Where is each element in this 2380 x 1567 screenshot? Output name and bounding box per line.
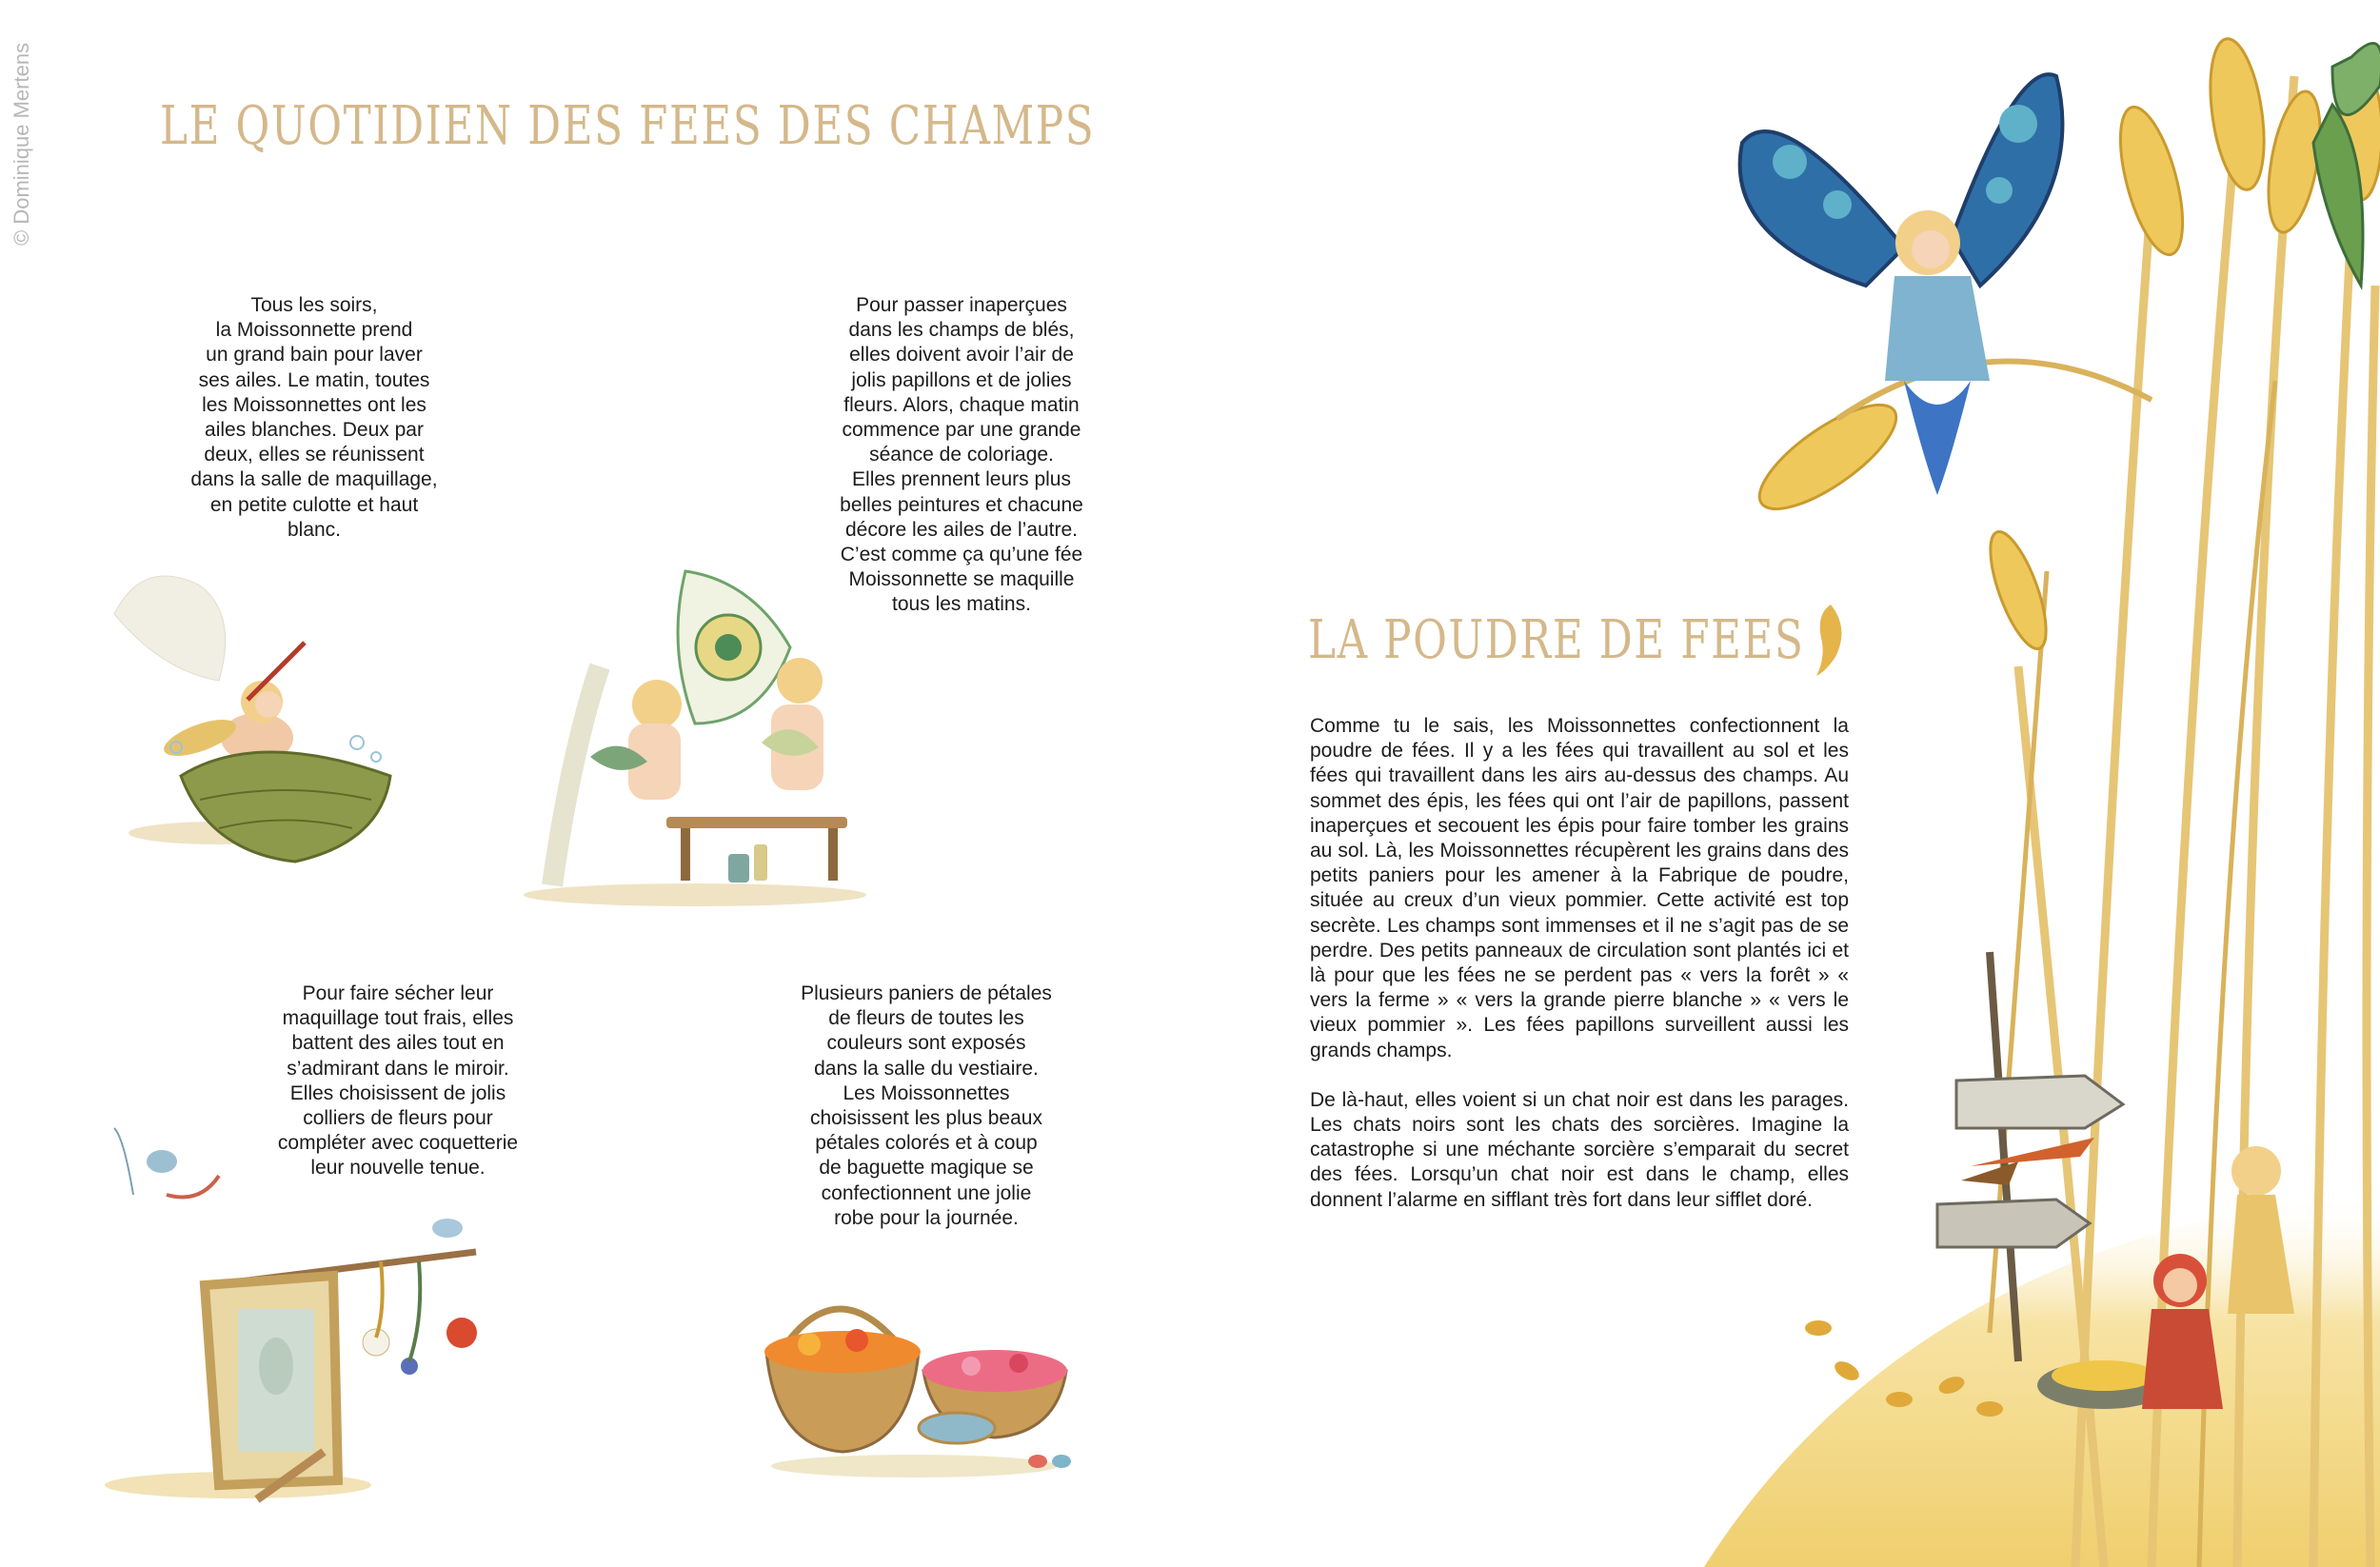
paragraph-petals: Plusieurs paniers de pétales de fleurs de toutes les couleurs sont exposés dans la salle du vestiaire. Les Moissonnettes choisissent les plus beaux pétales colorés et à coup de baguette magique se confectionnent une jolie robe pour la journée.	[801, 982, 1052, 1229]
poudre-paragraph-1: Comme tu le sais, les Moissonnettes confectionnent la poudre de fées. Il y a les fées qui travaillent au sol et les fées qui travaillent dans les airs au-dessus des champs. Au sommet des épis, les fées qui ont l’air de papillons, passent inaperçues et secouent les épis pour faire tomber les grains au sol. Là, les Moissonnettes récupèrent les grains dans des petits paniers pour les amener à la Fabrique de poudre, située au creux d’un vieux pommier. Cette activité est top secrète. Les champs sont immenses et il ne s’agit pas de se perdre. Des petits panneaux de circulation sont plantés ici et là pour que les fées ne se perdent pas « vers la forêt » « vers la ferme » « vers la grande pierre blanche » « vers le vieux pommier ». Les fées papillons surveillent aussi les grands champs.	[1310, 715, 1849, 1061]
paragraph-coloring: Pour passer inaperçues dans les champs de blés, elles doivent avoir l’air de jolis papillons et de jolies fleurs. Alors, chaque matin commence par une grande séance de coloriage. Elles prennent leurs plus belles peintures et chacune décore les ailes de l’autre. C’est comme ça qu’une fée Moissonnette se maquille tous les matins.	[840, 294, 1083, 616]
page-title-left: LE QUOTIDIEN DES FEES DES CHAMPS	[160, 95, 1096, 157]
paragraph-mirror: Pour faire sécher leur maquillage tout frais, elles battent des ailes tout en s’admirant dans le miroir. Elles choisissent de jolis colliers de fleurs pour compléter avec coquetterie leur nouvelle tenue.	[277, 982, 519, 1180]
petal-baskets-illustration	[752, 1276, 1095, 1495]
mirror-illustration	[95, 1119, 495, 1509]
page-title-right: LA POUDRE DE FEES	[1308, 609, 1805, 671]
paragraph-bath: Tous les soirs, la Moissonnette prend un grand bain pour laver ses ailes. Le matin, toutes les Moissonnettes ont les ailes blanches. Deux par deux, elles se réunissent dans la salle de maquillage, en petite culotte et haut blanc.	[190, 294, 438, 541]
poudre-paragraph-2: De là-haut, elles voient si un chat noir est dans les parages. Les chats noirs sont les chats des sorcières. Imagine la catastrophe si une méchante sorcière s’emparait du secret des fées. Lorsqu’un chat noir est dans le champ, elles donnent l’alarme en sifflant très fort dans leur sifflet doré.	[1310, 1088, 1849, 1211]
wheat-field-illustration	[1704, 0, 2380, 1567]
painting-fairies-illustration	[514, 562, 914, 904]
bath-fairy-illustration	[105, 557, 409, 900]
copyright-credit: © Dominique Mertens	[10, 42, 33, 246]
